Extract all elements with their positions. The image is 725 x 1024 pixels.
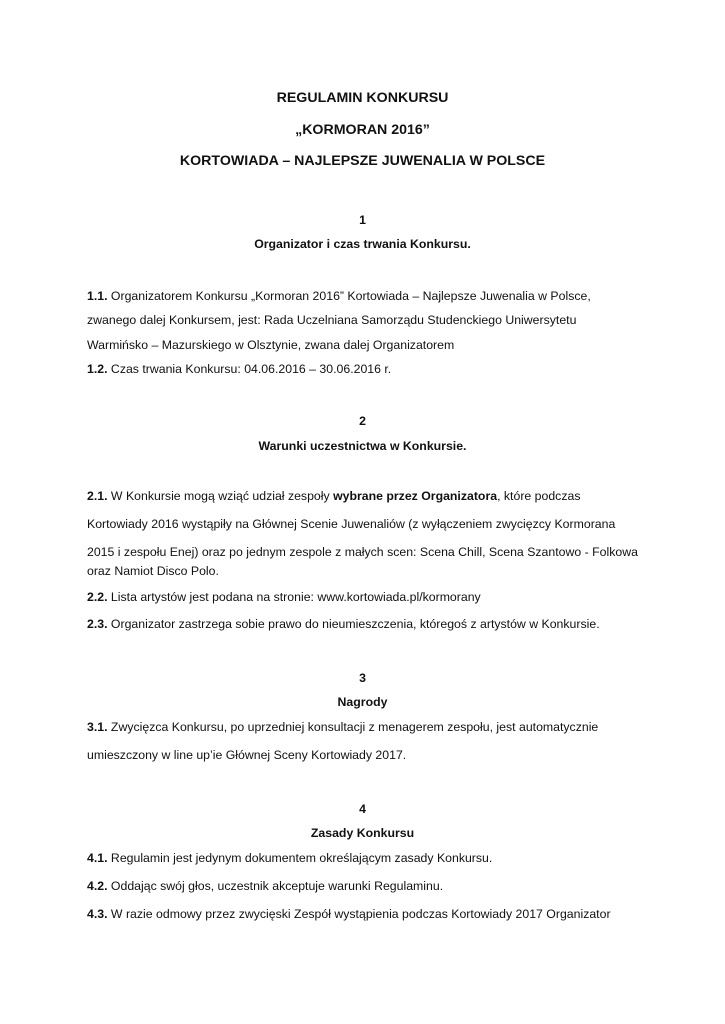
paragraph-3-1-line-1: 3.1. Zwycięzca Konkursu, po uprzedniej konsultacji z menagerem zespołu, jest automatycznie [87,720,599,734]
paragraph-4-2-number: 4.2. [87,879,108,893]
section-1-heading: Organizator i czas trwania Konkursu. [254,237,471,251]
paragraph-2-2-number: 2.2. [87,590,108,604]
section-4-number: 4 [359,802,366,816]
document-title: REGULAMIN KONKURSU [276,90,449,106]
paragraph-3-1-number: 3.1. [87,720,108,734]
paragraph-1-2-number: 1.2. [87,362,108,376]
paragraph-4-1: 4.1. Regulamin jest jedynym dokumentem określającym zasady Konkursu. [87,851,493,865]
paragraph-2-3-number: 2.3. [87,617,108,631]
paragraph-1-2: 1.2. Czas trwania Konkursu: 04.06.2016 – 30.06.2016 r. [87,362,392,376]
paragraph-1-1-line-2: zwanego dalej Konkursem, jest: Rada Uczelniana Samorządu Studenckiego Uniwersytetu [87,313,577,327]
section-2-number: 2 [359,414,366,428]
paragraph-2-1-line-1: 2.1. W Konkursie mogą wziąć udział zespoły wybrane przez Organizatora, które podczas [87,489,581,503]
paragraph-3-1-line-2: umieszczony w line up’ie Głównej Sceny Kortowiady 2017. [87,748,407,762]
event-subtitle: KORTOWIADA – NAJLEPSZE JUWENALIA W POLSCE [179,153,546,169]
paragraph-1-1-number: 1.1. [87,289,108,303]
section-2-heading: Warunki uczestnictwa w Konkursie. [258,439,467,453]
emphasis-selected-by-organizer: wybrane przez Organizatora [333,489,498,503]
contest-name: „KORMORAN 2016” [295,122,430,138]
paragraph-4-3-number: 4.3. [87,907,108,921]
paragraph-2-1-number: 2.1. [87,489,108,503]
section-4-heading: Zasady Konkursu [310,826,415,840]
paragraph-2-1-line-2: Kortowiady 2016 wystąpiły na Głównej Scenie Juwenaliów (z wyłączeniem zwycięzcy Kormorana [87,517,616,531]
section-1-number: 1 [359,213,366,227]
paragraph-2-2: 2.2. Lista artystów jest podana na stronie: www.kortowiada.pl/kormorany [87,590,481,604]
paragraph-2-1-line-3: 2015 i zespołu Enej) oraz po jednym zespole z małych scen: Scena Chill, Scena Szantowo - Folkowa [87,545,638,559]
paragraph-4-2: 4.2. Oddając swój głos, uczestnik akceptuje warunki Regulaminu. [87,879,444,893]
paragraph-4-1-number: 4.1. [87,851,108,865]
paragraph-1-1-line-1: 1.1. Organizatorem Konkursu „Kormoran 2016” Kortowiada – Najlepsze Juwenalia w Polsce, [87,289,591,303]
paragraph-4-3: 4.3. W razie odmowy przez zwycięski Zespół wystąpienia podczas Kortowiady 2017 Organizator [87,907,611,921]
section-3-heading: Nagrody [337,695,388,709]
paragraph-2-3: 2.3. Organizator zastrzega sobie prawo do nieumieszczenia, któregoś z artystów w Konkursie. [87,617,600,631]
paragraph-2-1-line-4: oraz Namiot Disco Polo. [87,564,219,578]
section-3-number: 3 [359,671,366,685]
paragraph-1-1-line-3: Warmińsko – Mazurskiego w Olsztynie, zwana dalej Organizatorem [87,338,455,352]
